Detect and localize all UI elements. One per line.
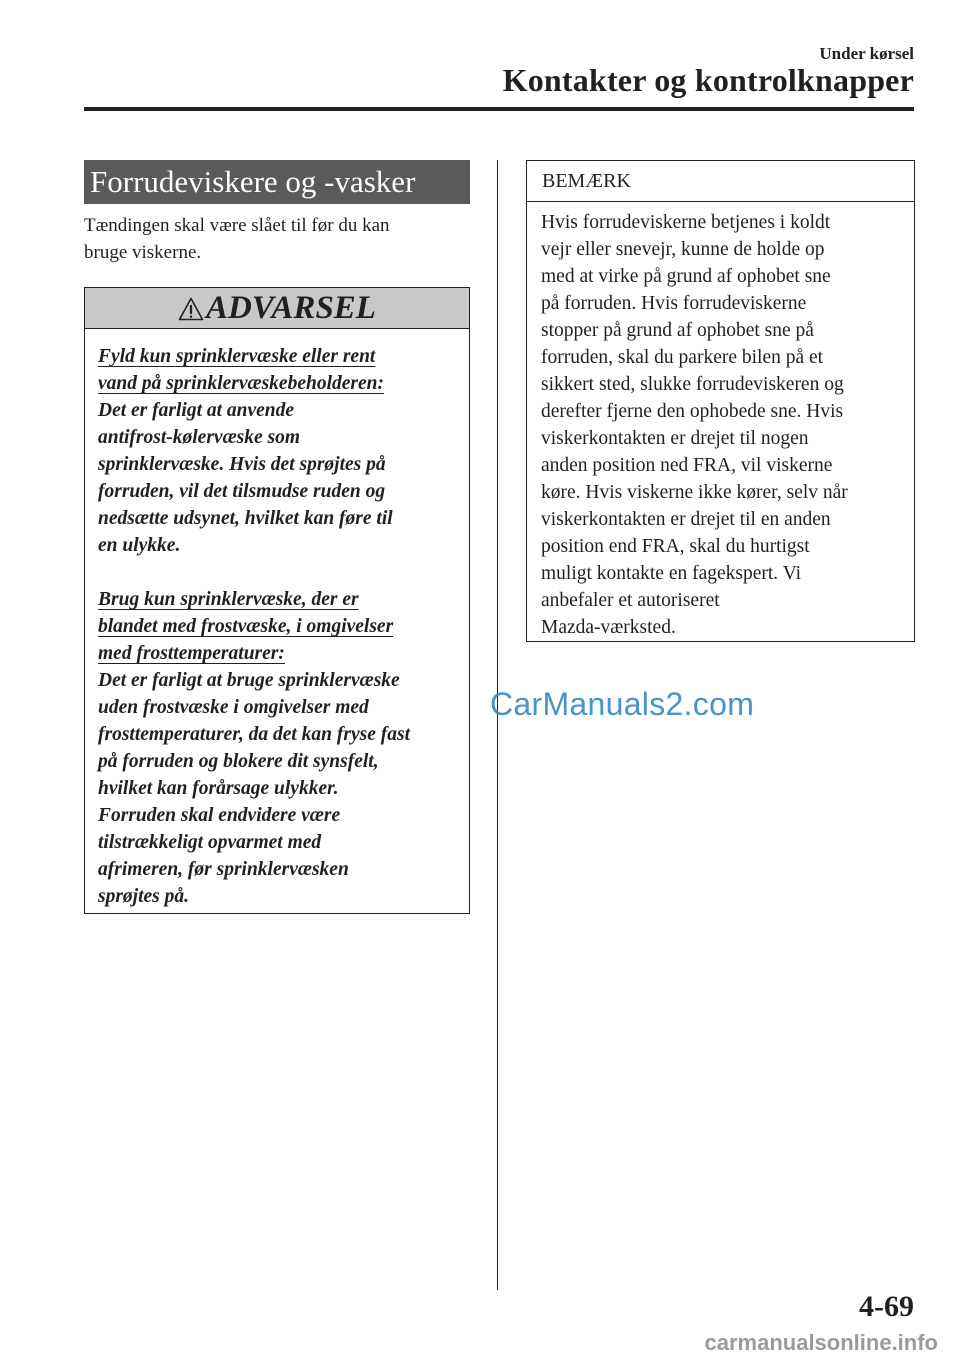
note-label: BEMÆRK <box>527 161 914 202</box>
note-line: stopper på grund af ophobet sne på <box>541 320 814 341</box>
intro-line: bruge viskerne. <box>84 242 202 263</box>
note-line: anden position ned FRA, vil viskerne <box>541 455 833 476</box>
warning-heading-line: vand på sprinklervæskebeholderen: <box>98 373 384 394</box>
note-line: forruden, skal du parkere bilen på et <box>541 347 824 368</box>
footer-watermark: carmanualsonline.info <box>704 1330 938 1355</box>
paragraph-gap <box>98 559 459 586</box>
note-line: med at virke på grund af ophobet sne <box>541 266 831 287</box>
note-line: position end FRA, skal du hurtigst <box>541 536 810 557</box>
note-line: derefter fjerne den ophobede sne. Hvis <box>541 401 844 422</box>
watermark: CarManuals2.com <box>490 686 755 722</box>
warning-heading-line: med frosttemperaturer: <box>98 643 285 664</box>
page-number: 4-69 <box>859 1290 914 1323</box>
header-rule <box>84 107 914 111</box>
warning-header <box>85 288 469 329</box>
note-line: viskerkontakten er drejet til nogen <box>541 428 809 449</box>
warning-heading-line: blandet med frostvæske, i omgivelser <box>98 616 394 637</box>
column-divider <box>497 160 498 1290</box>
warning-body-line: en ulykke. <box>98 535 181 556</box>
warning-heading-line: Brug kun sprinklervæske, der er <box>98 589 359 610</box>
warning-body-line: frosttemperaturer, da det kan fryse fast <box>98 724 410 745</box>
header-subtitle: Under kørsel <box>819 44 914 63</box>
header-title: Kontakter og kontrolknapper <box>502 62 914 98</box>
warning-box <box>84 287 470 914</box>
note-line: vejr eller snevejr, kunne de holde op <box>541 239 825 260</box>
note-line: på forruden. Hvis forrudeviskerne <box>541 293 807 314</box>
intro-text <box>84 212 484 266</box>
note-box <box>526 160 915 642</box>
warning-label: ADVARSEL <box>206 289 376 326</box>
warning-body-line: på forruden og blokere dit synsfelt, <box>98 751 379 772</box>
warning-body-line: afrimeren, før sprinklervæsken <box>98 859 349 880</box>
warning-body-line: antifrost-kølervæske som <box>98 427 301 448</box>
note-line: anbefaler et autoriseret <box>541 590 720 611</box>
warning-body-line: Forruden skal endvidere være <box>98 805 341 826</box>
note-line: Hvis forrudeviskerne betjenes i koldt <box>541 212 831 233</box>
warning-body-line: forruden, vil det tilsmudse ruden og <box>98 481 386 502</box>
warning-body-line: nedsætte udsynet, hvilket kan føre til <box>98 508 393 529</box>
section-title: Forrudeviskere og -vasker <box>84 160 470 204</box>
warning-body-line: tilstrækkeligt opvarmet med <box>98 832 322 853</box>
warning-body-line: sprøjtes på. <box>98 886 190 907</box>
note-line: Mazda-værksted. <box>541 617 676 638</box>
note-line: viskerkontakten er drejet til en anden <box>541 509 831 530</box>
note-line: sikkert sted, slukke forrudeviskeren og <box>541 374 844 395</box>
warning-triangle-icon <box>178 297 204 321</box>
note-line: køre. Hvis viskerne ikke kører, selv når <box>541 482 848 503</box>
note-line: muligt kontakte en fagekspert. Vi <box>541 563 802 584</box>
warning-body-line: sprinklervæske. Hvis det sprøjtes på <box>98 454 386 475</box>
intro-line: Tændingen skal være slået til før du kan <box>84 215 390 236</box>
warning-body-line: Det er farligt at bruge sprinklervæske <box>98 670 400 691</box>
warning-body-line: Det er farligt at anvende <box>98 400 295 421</box>
warning-body-line: hvilket kan forårsage ulykker. <box>98 778 339 799</box>
warning-heading-line: Fyld kun sprinklervæske eller rent <box>98 346 376 367</box>
warning-body-line: uden frostvæske i omgivelser med <box>98 697 369 718</box>
warning-body <box>85 329 469 910</box>
note-body <box>527 202 914 641</box>
